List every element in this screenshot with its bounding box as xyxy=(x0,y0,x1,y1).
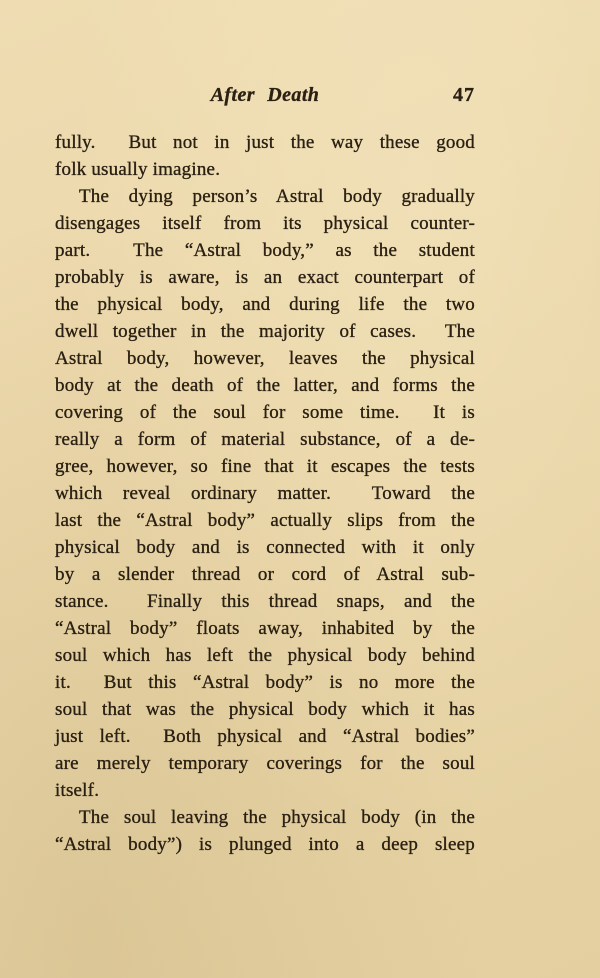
chapter-title: After Death xyxy=(210,84,320,106)
body-line: really a form of material substance, of a de- xyxy=(55,429,475,450)
body-line: soul that was the physical body which it has xyxy=(55,699,475,720)
body-line: which reveal ordinary matter. Toward the xyxy=(55,483,475,504)
body-line: stance. Finally this thread snaps, and the xyxy=(55,591,475,612)
body-line: part. The “Astral body,” as the student xyxy=(55,240,475,261)
body-line: probably is aware, is an exact counterpart of xyxy=(55,267,475,288)
body-line: just left. Both physical and “Astral bodies” xyxy=(55,726,475,747)
body-line: disengages itself from its physical counter- xyxy=(55,213,475,234)
body-line: it. But this “Astral body” is no more the xyxy=(55,672,475,693)
body-line: fully. But not in just the way these good xyxy=(55,132,475,153)
body-line: “Astral body”) is plunged into a deep sleep xyxy=(55,834,475,855)
body-line: itself. xyxy=(55,780,100,801)
body-line: folk usually imagine. xyxy=(55,159,221,180)
body-text-block xyxy=(55,129,475,858)
body-line: The dying person’s Astral body gradually xyxy=(79,186,475,207)
body-line: by a slender thread or cord of Astral sub- xyxy=(55,564,475,585)
body-line: Astral body, however, leaves the physical xyxy=(55,348,475,369)
body-line: gree, however, so fine that it escapes the tests xyxy=(55,456,475,477)
body-line: covering of the soul for some time. It is xyxy=(55,402,475,423)
body-line: last the “Astral body” actually slips from the xyxy=(55,510,475,531)
body-line: “Astral body” floats away, inhabited by the xyxy=(55,618,475,639)
body-line: physical body and is connected with it only xyxy=(55,537,475,558)
body-line: body at the death of the latter, and forms the xyxy=(55,375,475,396)
body-line: the physical body, and during life the two xyxy=(55,294,475,315)
body-line: The soul leaving the physical body (in the xyxy=(79,807,475,828)
body-line: soul which has left the physical body behind xyxy=(55,645,475,666)
body-line: are merely temporary coverings for the soul xyxy=(55,753,475,774)
body-line: dwell together in the majority of cases. The xyxy=(55,321,475,342)
page-number: 47 xyxy=(453,84,475,106)
running-header xyxy=(55,82,475,108)
